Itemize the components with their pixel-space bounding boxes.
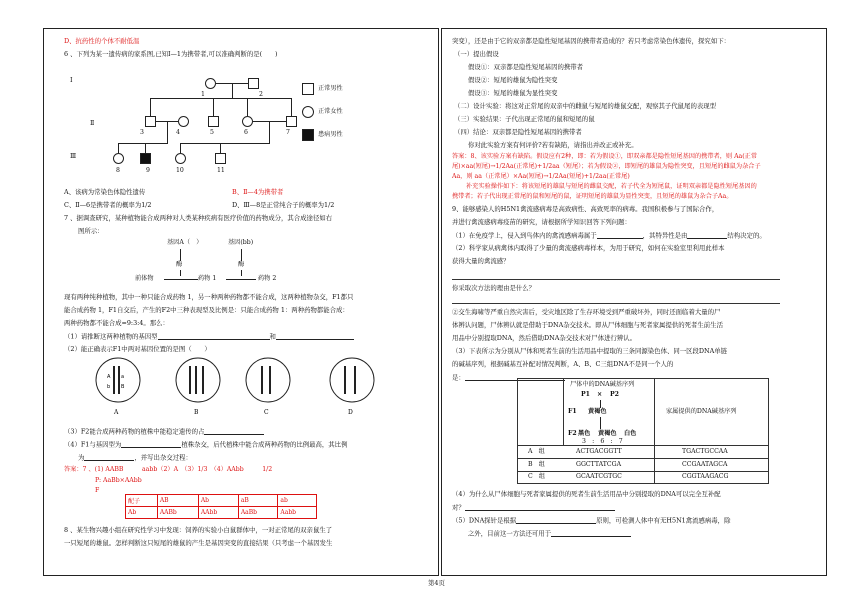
gamete-table [125, 494, 317, 519]
page-number: 第4页 [428, 579, 445, 587]
cell-a-label: A [114, 409, 119, 416]
q8-step1: （一）提出假设 [454, 50, 499, 58]
individual-I-1 [205, 78, 216, 89]
legend-female-symbol [302, 106, 314, 118]
hypothesis-2: 假设②：短尾的雄鼠为隐性突变 [468, 76, 558, 84]
answer-line-1 [452, 279, 780, 280]
q9-sub2-line2: 获得大量的禽流感？ [452, 257, 510, 265]
enzyme-1-label: 酶 [176, 261, 183, 268]
q7-sub2: （2）能正确表示F1中两对基因位置的是图（ ） [64, 345, 211, 353]
legend-affected-symbol [302, 129, 314, 141]
table-head-family: 家属提供的DNA碱基序列 [666, 408, 737, 415]
cross-p1: P1 [581, 391, 590, 398]
cross-f2-white: 白色 [624, 430, 637, 437]
row-c-label: C 组 [528, 473, 546, 480]
table-row: Ab AABb AAbb AaBb Aabb [126, 507, 317, 519]
q8-evaluation-prompt: 你对此实验方案有何评价?若有缺陷，请指出并改正或补充。 [468, 141, 638, 149]
q7-sub4: （4）F1与基因型为 植株杂交，后代植株中能合成两种药物的比例最高，其比例 [64, 440, 348, 449]
answer-7-line3: F [95, 487, 100, 494]
chromosome-cell-options [90, 354, 390, 416]
q8-continued-line: 突变），还是由于它的双亲都是隐性短尾基因的携带者造成的？若只考虑常染色体遗传，探究如下： [452, 37, 730, 45]
label-I-1: 1 [201, 91, 205, 98]
individual-II-4 [178, 116, 189, 127]
q9-sub5-line2: 之外，目前这一方法还可用于 [468, 530, 631, 537]
individual-II-3 [145, 116, 156, 127]
q9-sub2-line1: （2）科学家从病禽体内取得了少量的禽流感病毒样本，为用于研究，如何在实验室里利用此样本 [452, 244, 725, 252]
q7-sub1: （1）请推断这两种植物的基因型 和 [64, 333, 354, 340]
legend-male-symbol [302, 83, 314, 95]
legend-female-label: 正常女性 [318, 108, 343, 115]
cross-f2-ratio: 3 : 6 : 7 [582, 438, 623, 445]
enzyme-2-label: 酶 [238, 261, 245, 268]
answer-8-line3: Aa，则 aa（正常尾）×Aa(短尾)→1/2Aa(短尾)+1/2aa(正常尾) [452, 173, 630, 180]
question-8-line1: 8 、某生物兴趣小组在研究性学习中发现：饲养的实验小白鼠群体中，一对正常尾的双亲鼠生了 [64, 526, 333, 534]
answer-7-line2: P: AaBb×AAbb [95, 477, 142, 484]
answer-8-line5: 携带者；若子代出现正常尾的鼠和短尾的鼠，证明短尾的雄鼠为显性突变，且短尾的雄鼠为杂合子Aa。 [452, 193, 733, 200]
answer-7-line1: 答案：7 、(1) AABB aabb（2）A （3）1/3 （4）AAbb 1/2 [64, 466, 273, 473]
q6-option-c: C、Ⅱ—6是携带者的概率为1/2 [64, 201, 152, 209]
label-I-2: 2 [259, 91, 263, 98]
label-III-11: 11 [217, 167, 225, 174]
q9-sub1: （1）在免疫学上，侵入到鸟体内的禽流感病毒属于 ，其特异性是由 结构决定的。 [452, 231, 766, 240]
q7-para-line2: 能合成药物 1，F1自交后，产生的F2中三种表现型及比例是：只能合成药物 1：两种药物都能合成： [64, 306, 349, 314]
individual-III-8 [113, 153, 124, 164]
row-a-label: A 组 [528, 448, 545, 455]
row-c-family: CGGTAAGACG [682, 473, 729, 480]
legend-affected-label: 患病男性 [318, 131, 343, 138]
cell-c-label: C [264, 409, 269, 416]
q7-para-line1: 现有两种纯种植物，其中一种只能合成药物 1，另一种两种药物都不能合成，这两种植物杂交，F1都只 [64, 293, 354, 301]
legend-male-label: 正常男性 [318, 85, 343, 92]
question-6: 6 、下列为某一遗传病的家系图,已知Ⅰ—1为携带者,可以准确判断的是( ) [64, 50, 278, 58]
q9-para-line1: ②交生海啸等严重自然灾害后，受灾地区除了生存环境受到严重破坏外，同时还面临着大量的尸 [452, 308, 721, 316]
q9-para-line3: 用品中分别提取DNA，然后借助DNA杂交技术对尸体进行辨认。 [452, 334, 637, 342]
q9-sub5-line1: （5）DNA探针是根据 原则，可检测人体中有无H5N1禽流感病毒，除 [452, 516, 731, 525]
individual-III-10 [175, 153, 186, 164]
row-a-corpse: ACTGACGGTT [576, 448, 622, 455]
cell-a-gene-4: B [121, 384, 125, 390]
label-III-10: 10 [176, 167, 184, 174]
cross-times: × [597, 391, 603, 398]
drug-1-label: 药物 1 [198, 275, 217, 282]
q9-reason-prompt: 你采取次方法的理由是什么？ [452, 284, 536, 292]
q6-option-a: A、该病为常染色体隐性遗传 [64, 188, 146, 196]
individual-III-9-affected [140, 153, 151, 164]
cell-b-label: B [194, 409, 199, 416]
generation-2-label: Ⅱ [90, 119, 95, 127]
hypothesis-1: 假设①：双亲都是隐性短尾基因的携带者 [468, 63, 584, 71]
cross-f2-black: 黑色 [578, 430, 591, 437]
cross-p2: P2 [610, 391, 619, 398]
cell-a-gene-1: A [107, 374, 111, 380]
cross-f1: F1 [568, 408, 577, 415]
gene-a-label: 基因A（ ） [167, 239, 203, 246]
hypothesis-3: 假设③：短尾的雄鼠为显性突变 [468, 89, 558, 97]
label-II-7: 7 [286, 129, 290, 136]
table-head-corpse: 尸体中的DNA碱基序列 [570, 381, 635, 388]
row-a-family: TGACTGCCAA [682, 448, 728, 455]
individual-II-7 [286, 116, 297, 127]
cross-f1-yellow: 黄褐色 [588, 408, 607, 415]
q9-sub3-line1: （3）下表所示为分别从尸体和死者生前的生活用品中提取的三条同源染色体、同一区段DNA单链 [452, 347, 728, 355]
label-II-6: 6 [244, 129, 248, 136]
q9-para-line2: 体辨认问题，尸体辨认就是借助于DNA杂交技术。即从尸体细胞与死者家属提供的死者生前生活 [452, 321, 723, 329]
q9-sub4-line1: （4）为什么从尸体细胞与死者家属提供的死者生前生活用品中分别提取的DNA可以完全互补配 [452, 490, 721, 498]
cell-a [96, 358, 140, 402]
cell-c [246, 358, 290, 402]
question-8-line2: 一只短尾的雄鼠。怎样判断这只短尾的雄鼠的产生是基因突变的直接结果（只考虑一个基因发生 [64, 539, 333, 547]
cross-f2: F2 [568, 430, 577, 437]
question-9-line1: 9、能够感染人的H5N1禽流感病毒是高致病性、高致死率的病毒。我国积极参与了国际合作， [452, 205, 719, 213]
label-III-9: 9 [146, 167, 150, 174]
answer-line-2 [452, 303, 780, 304]
q8-step3: （三）实验结果：子代出现正常尾的鼠和短尾的鼠 [454, 115, 595, 123]
q9-sub4-line2: 对？ [452, 504, 615, 511]
dna-sequence-table [517, 378, 769, 484]
generation-1-label: Ⅰ [70, 76, 73, 84]
answer-8-line2: 尾)×aa(短尾)→1/2Aa(正常尾)+1/2aa（短尾）；若为假设②，即短尾的雄鼠为隐性突变，且短尾的雌鼠为杂合子 [452, 163, 761, 170]
generation-3-label: Ⅲ [70, 152, 77, 160]
label-III-8: 8 [116, 167, 120, 174]
q6-option-d: D、Ⅲ—8是正常纯合子的概率为1/2 [232, 201, 335, 209]
option-d-previous: D、抗药性的个体不耐低温 [64, 37, 140, 45]
individual-III-11 [215, 153, 226, 164]
cell-a-gene-3: b [107, 384, 111, 390]
individual-II-5 [208, 116, 219, 127]
cell-d-label: D [348, 409, 353, 416]
question-7-line2: 图所示： [78, 227, 104, 235]
answer-8-line4: 补充实验操作如下：将该短尾的雄鼠与短尾的雌鼠交配，若子代全为短尾鼠，证明双亲都是隐性短尾基因的 [466, 183, 757, 190]
label-II-3: 3 [140, 129, 144, 136]
table-row: 配子 AB Ab aB ab [126, 495, 317, 507]
row-b-corpse: GGCTTATCGA [576, 461, 622, 468]
label-II-4: 4 [176, 129, 180, 136]
q7-sub3: （3）F2能合成两种药物的植株中能稳定遗传的占 [64, 428, 264, 435]
q8-step2: （二）设计实验：将这对正常尾的双亲中的雌鼠与短尾的雄鼠交配，观察其子代鼠尾的表现型 [454, 102, 717, 110]
q7-sub4b: 为 ，并写出杂交过程： [78, 453, 192, 462]
row-b-label: B 组 [528, 461, 545, 468]
q9-sub3-line3: 是： [452, 374, 565, 381]
individual-II-6 [242, 116, 253, 127]
question-7-line1: 7 、据调查研究，某种植物能合成两种对人类某种疾病有医疗价值的药物成分，其合成途径如右 [64, 214, 333, 222]
question-9-line2: 并进行禽流感病毒疫苗的研究，请根据所学知识回答下列问题： [452, 218, 631, 226]
q7-para-line3: 两种药物都不能合成=9:3:4。那么： [64, 319, 169, 327]
gene-bb-label: 基因(bb) [228, 239, 254, 246]
q9-sub3-line2: 的碱基序列，根据碱基互补配对情况判断，A、B、C三组DNA不是同一个人的 [452, 360, 674, 368]
cell-d [330, 358, 374, 402]
cell-a-gene-2: a [121, 374, 125, 380]
label-II-5: 5 [210, 129, 214, 136]
q6-option-b-answer: B、Ⅱ—4为携带者 [232, 188, 284, 196]
drug-2-label: 药物 2 [258, 275, 277, 282]
cross-f2-brown: 黄褐色 [598, 430, 617, 437]
row-b-family: CCGAATAGCA [682, 461, 728, 468]
individual-I-2 [248, 78, 259, 89]
q8-step4: （四）结论：双亲都是隐性短尾基因的携带者 [454, 128, 582, 136]
precursor-label: 前体物 [135, 275, 154, 282]
cell-b [176, 358, 220, 402]
answer-8-line1: 答案：8、该实验方案有缺陷。假设应有2种，即：若为假设①，即双亲都是隐性短尾基因的携带者，则 Aa(正常 [452, 153, 758, 160]
row-c-corpse: GCAATCGTGC [576, 473, 622, 480]
